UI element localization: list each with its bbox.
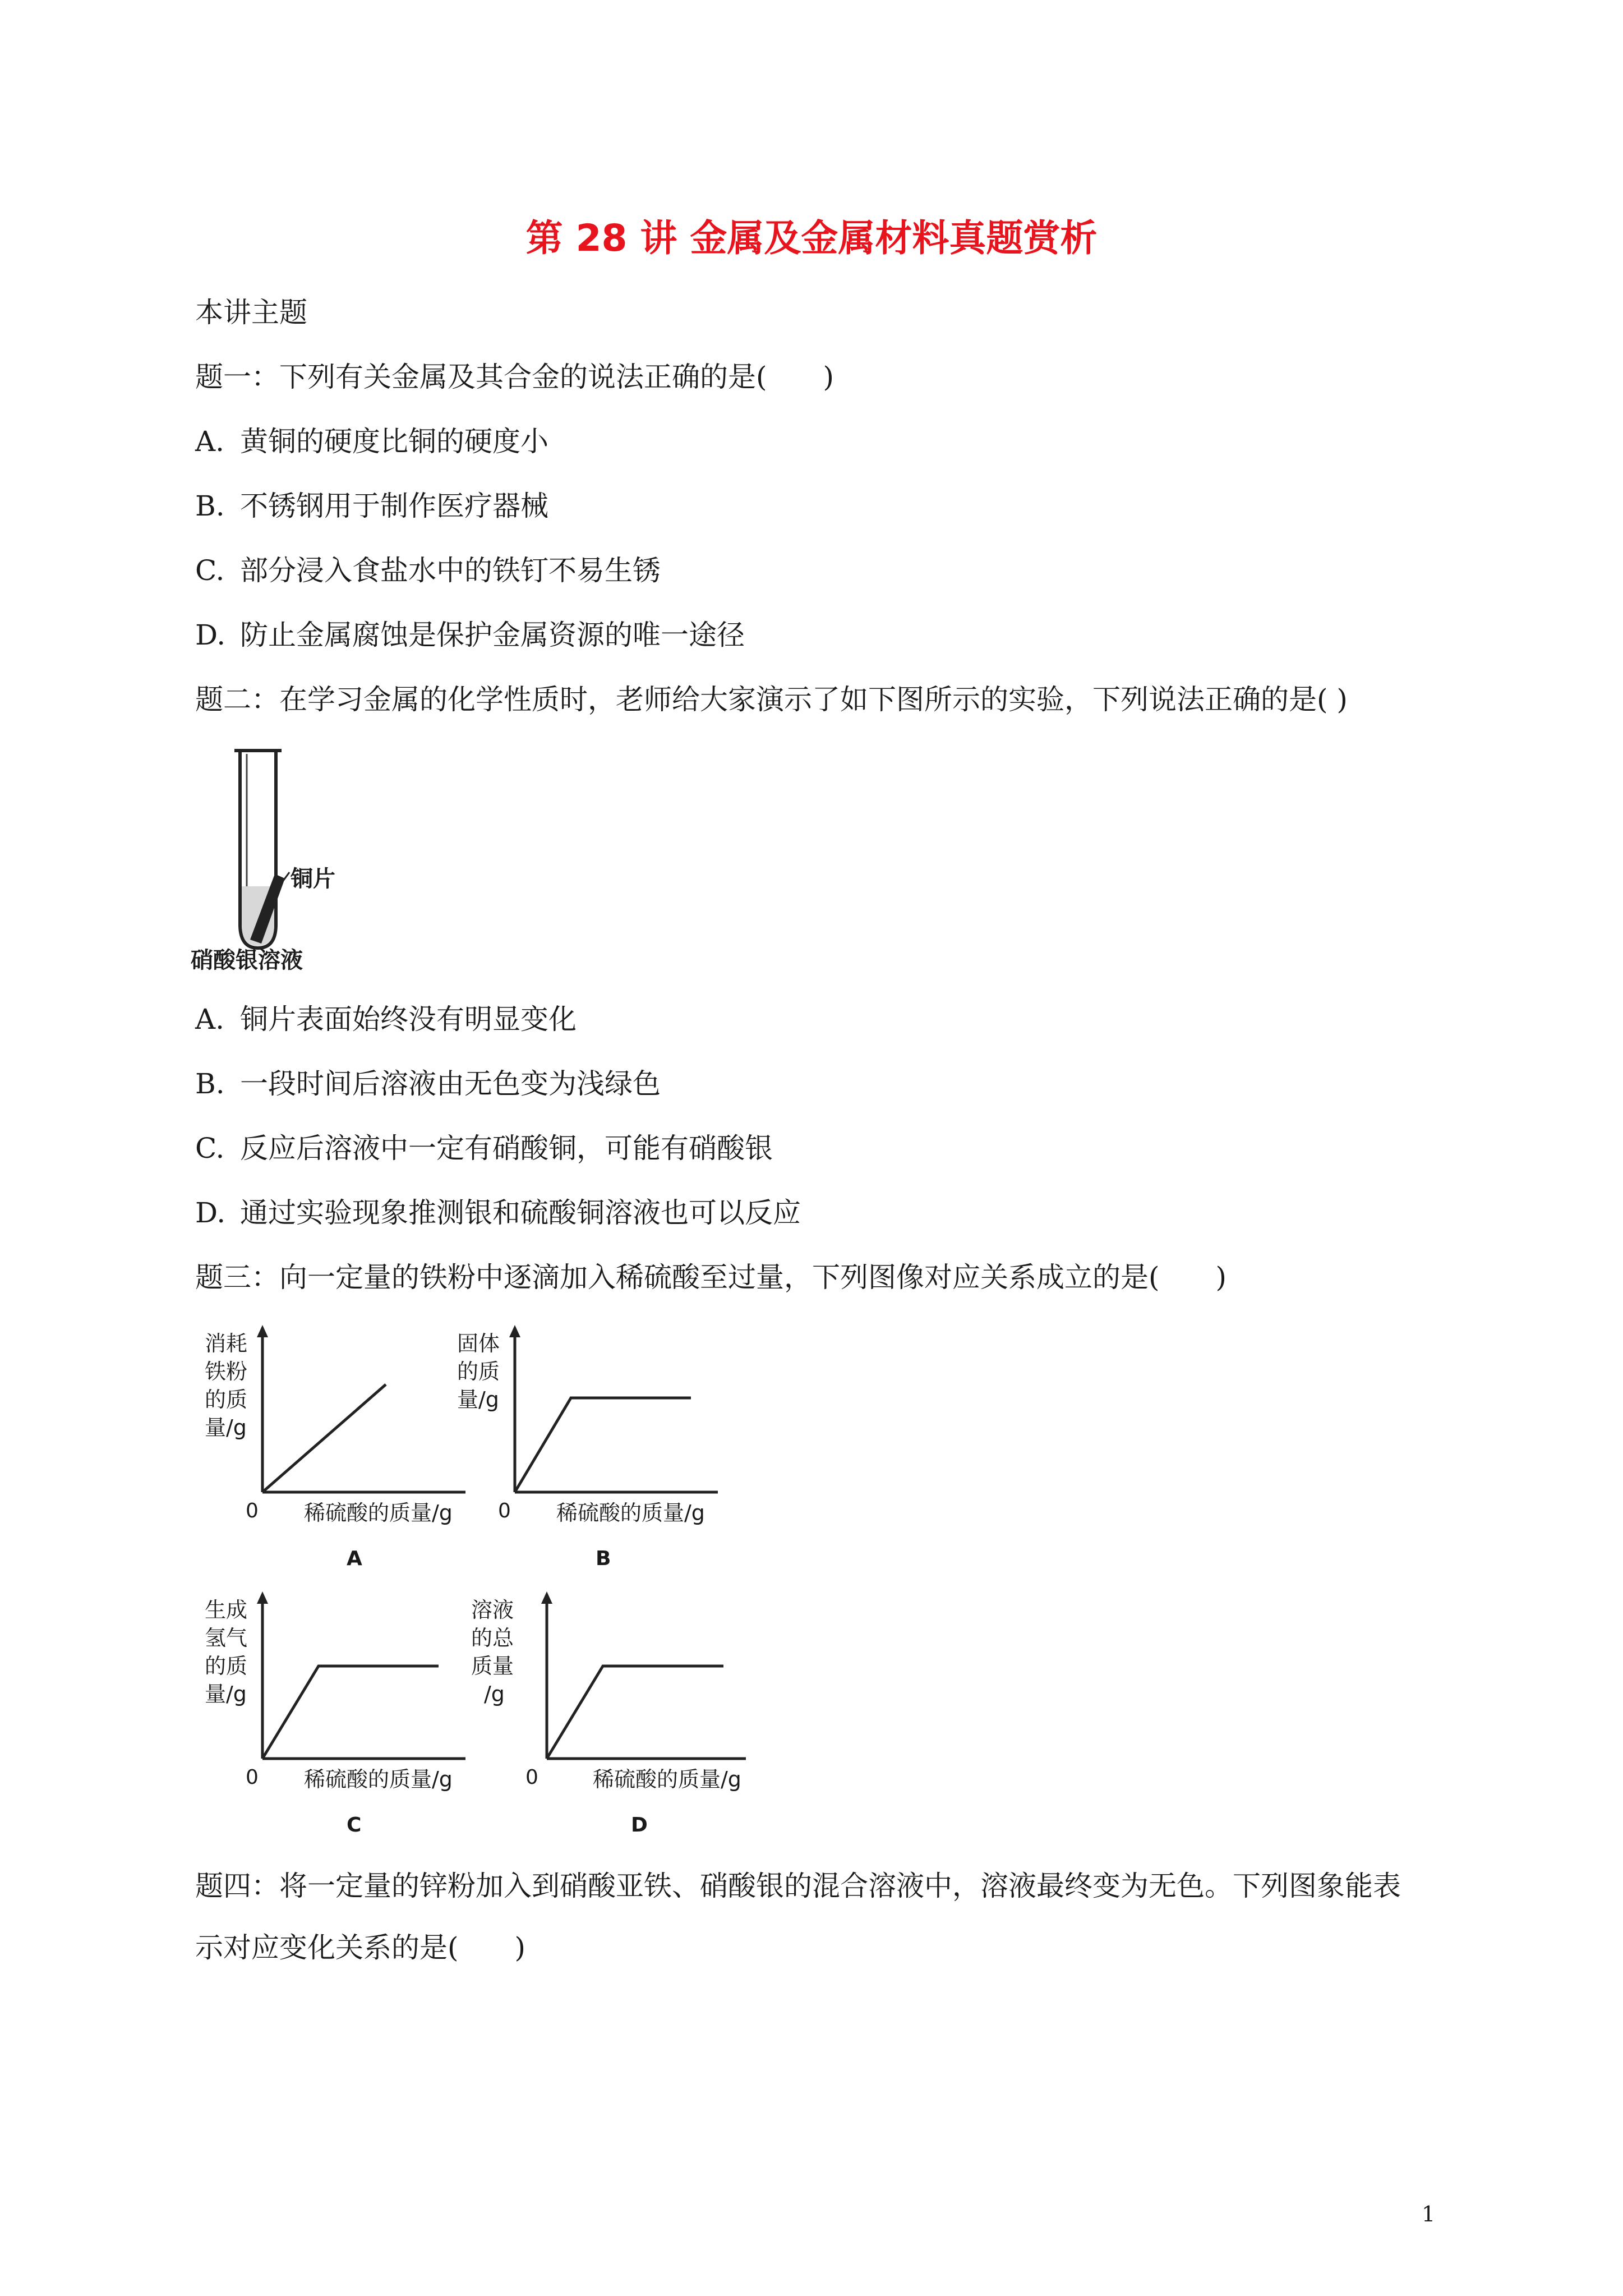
graph-b-caption: B — [596, 1547, 611, 1570]
option-text: 防止金属腐蚀是保护金属资源的唯一途径 — [240, 619, 745, 651]
solution-label: 硝酸银溶液 — [191, 947, 303, 973]
graph-a-y-arrow — [257, 1325, 268, 1337]
graph-c-ylabel-3: 的质 — [205, 1654, 248, 1678]
option-letter: D. — [195, 619, 226, 651]
option-text: 部分浸入食盐水中的铁钉不易生锈 — [240, 554, 661, 587]
q2-stem: 题二：在学习金属的化学性质时，老师给大家演示了如下图所示的实验，下列说法正确的是( ) — [195, 683, 1348, 716]
graph-a-curve — [262, 1384, 386, 1492]
q4-stem-line-1: 题四：将一定量的锌粉加入到硝酸亚铁、硝酸银的混合溶液中，溶液最终变为无色。下列图象能表 — [195, 1870, 1401, 1902]
copper-strip-label: 铜片 — [291, 866, 335, 892]
q2-option-b — [195, 1066, 661, 1102]
q3-stem: 题三：向一定量的铁粉中逐滴加入稀硫酸至过量，下列图像对应关系成立的是( ) — [195, 1261, 1227, 1294]
graph-a-origin: 0 — [246, 1499, 259, 1522]
option-letter: C. — [195, 1132, 225, 1165]
graph-a-ylabel-4: 量/g — [205, 1415, 247, 1440]
graph-b-ylabel-1: 固体 — [457, 1331, 500, 1356]
option-letter: A. — [195, 1003, 225, 1036]
q1-option-d — [195, 617, 745, 653]
graph-c-ylabel-4: 量/g — [205, 1682, 247, 1706]
graph-d-ylabel-2: 的总 — [471, 1626, 514, 1650]
q1-option-c — [195, 553, 661, 588]
q1-stem: 题一：下列有关金属及其合金的说法正确的是( ) — [195, 361, 834, 393]
option-letter: B. — [195, 1068, 225, 1100]
graph-d-caption: D — [631, 1814, 648, 1837]
q1-option-a — [195, 424, 548, 459]
page-title: 第 28 讲 金属及金属材料真题赏析 — [525, 217, 1098, 260]
graph-c-ylabel-1: 生成 — [205, 1598, 248, 1622]
option-text: 反应后溶液中一定有硝酸铜，可能有硝酸银 — [240, 1132, 773, 1165]
graph-a — [196, 1324, 477, 1576]
graph-b — [449, 1324, 729, 1576]
q4-stem-line-2: 示对应变化关系的是( ) — [195, 1931, 526, 1964]
graph-b-ylabel-2: 的质 — [457, 1359, 500, 1384]
graph-c-curve — [262, 1666, 439, 1759]
graph-d-ylabel-3: 质量 — [471, 1654, 514, 1678]
q2-option-d — [195, 1195, 801, 1231]
graph-b-ylabel-3: 量/g — [457, 1387, 499, 1412]
graph-d — [463, 1590, 754, 1843]
option-text: 通过实验现象推测银和硫酸铜溶液也可以反应 — [240, 1197, 801, 1229]
option-text: 不锈钢用于制作医疗器械 — [240, 490, 548, 522]
graph-c-caption: C — [347, 1814, 362, 1837]
graph-d-origin: 0 — [525, 1766, 538, 1789]
graph-a-ylabel-2: 铁粉 — [205, 1359, 248, 1384]
option-text: 黄铜的硬度比铜的硬度小 — [240, 425, 548, 458]
graph-a-ylabel-3: 的质 — [205, 1387, 248, 1412]
graph-a-caption: A — [347, 1547, 362, 1570]
graph-c-xlabel: 稀硫酸的质量/g — [304, 1767, 453, 1792]
graph-d-ylabel-1: 溶液 — [471, 1598, 514, 1622]
graph-d-curve — [547, 1666, 723, 1759]
graph-b-y-arrow — [509, 1325, 520, 1337]
graph-d-xlabel: 稀硫酸的质量/g — [593, 1767, 741, 1792]
graph-a-ylabel-1: 消耗 — [205, 1331, 248, 1356]
test-tube-figure — [191, 746, 370, 982]
q2-option-a — [195, 1001, 577, 1037]
option-text: 一段时间后溶液由无色变为浅绿色 — [240, 1068, 661, 1100]
option-letter: C. — [195, 554, 225, 587]
q1-option-b — [195, 488, 548, 524]
option-letter: B. — [195, 490, 225, 522]
graph-b-curve — [515, 1398, 691, 1492]
graph-a-xlabel: 稀硫酸的质量/g — [304, 1501, 453, 1525]
graph-c-y-arrow — [257, 1591, 268, 1604]
q2-option-c — [195, 1130, 773, 1166]
option-letter: A. — [195, 425, 225, 458]
section-label: 本讲主题 — [195, 296, 307, 329]
graph-d-y-arrow — [541, 1591, 552, 1604]
graph-c-ylabel-2: 氢气 — [205, 1626, 248, 1650]
page-number: 1 — [1422, 2202, 1436, 2226]
graph-c — [196, 1590, 477, 1843]
option-letter: D. — [195, 1197, 226, 1229]
option-text: 铜片表面始终没有明显变化 — [240, 1003, 577, 1036]
label-pointer — [283, 872, 289, 881]
graph-c-origin: 0 — [246, 1766, 259, 1789]
graph-b-origin: 0 — [498, 1499, 511, 1522]
graph-d-ylabel-4: /g — [484, 1682, 505, 1706]
graph-b-xlabel: 稀硫酸的质量/g — [556, 1501, 705, 1525]
